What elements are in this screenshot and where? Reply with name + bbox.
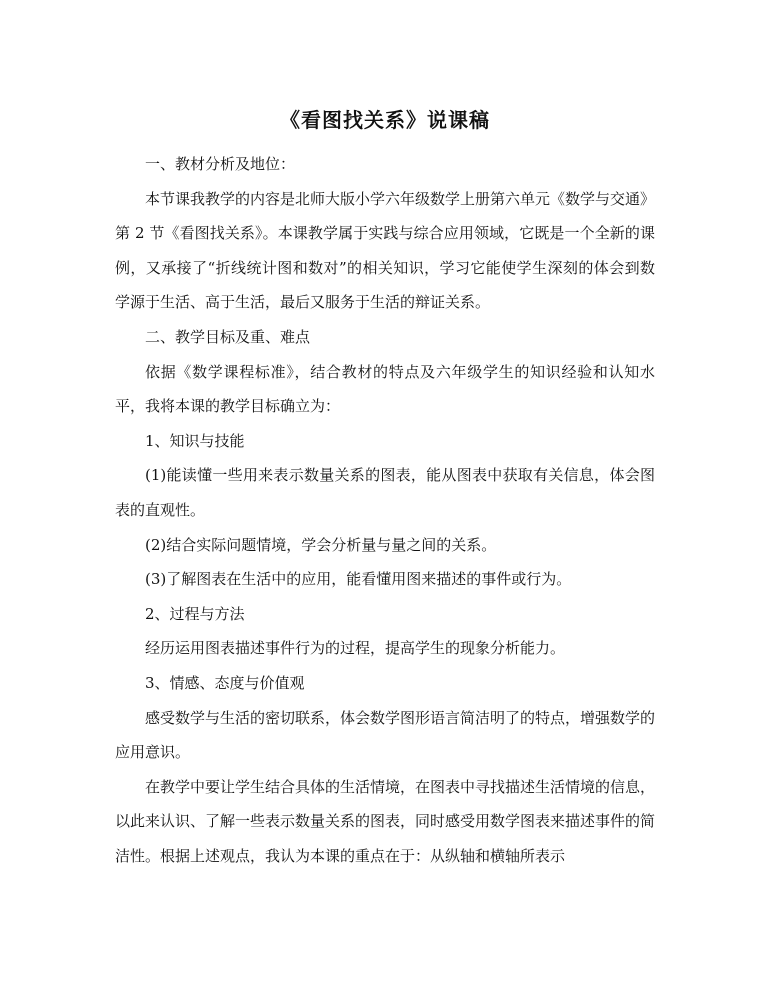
paragraph-key-points: 在教学中要让学生结合具体的生活情境，在图表中寻找描述生活情境的信息，以此来认识、了解一些表示数量关系的图表，同时感受用数学图表来描述事件的简洁性。根据上述观点，我认为本课的重点在于：从纵轴和横轴所表示 [115,777,656,865]
subheading-emotion-values: 3、情感、态度与价值观 [145,673,305,692]
subheading-process-method: 2、过程与方法 [145,604,245,623]
document-body [115,147,655,873]
paragraph-process-method: 经历运用图表描述事件行为的过程，提高学生的现象分析能力。 [145,639,566,658]
section-heading-2: 二、教学目标及重、难点 [145,327,311,346]
document-title: 《看图找关系》说课稿 [280,108,490,132]
list-item-goal-3: (3)了解图表在生活中的应用，能看懂用图来描述的事件或行为。 [145,570,572,589]
paragraph-material-analysis: 本节课我教学的内容是北师大版小学六年级数学上册第六单元《数学与交通》第 2 节《看图找关系》。本课教学属于实践与综合应用领域，它既是一个全新的课例，又承接了“折线统计图和数对”的相关知识，学习它能使学生深刻的体会到数学源于生活、高于生活，最后又服务于生活的辩证关系。 [115,189,656,312]
list-item-goal-2: (2)结合实际问题情境，学会分析量与量之间的关系。 [145,535,497,554]
list-item-goal-1: (1)能读懂一些用来表示数量关系的图表，能从图表中获取有关信息，体会图表的直观性。 [115,466,655,519]
subheading-knowledge-skills: 1、知识与技能 [145,431,245,450]
paragraph-goal-intro: 依据《数学课程标准》，结合教材的特点及六年级学生的知识经验和认知水平，我将本课的教学目标确立为： [115,362,655,416]
paragraph-emotion-values: 感受数学与生活的密切联系，体会数学图形语言简洁明了的特点，增强数学的应用意识。 [115,708,656,762]
section-heading-1: 一、教材分析及地位： [145,155,296,173]
